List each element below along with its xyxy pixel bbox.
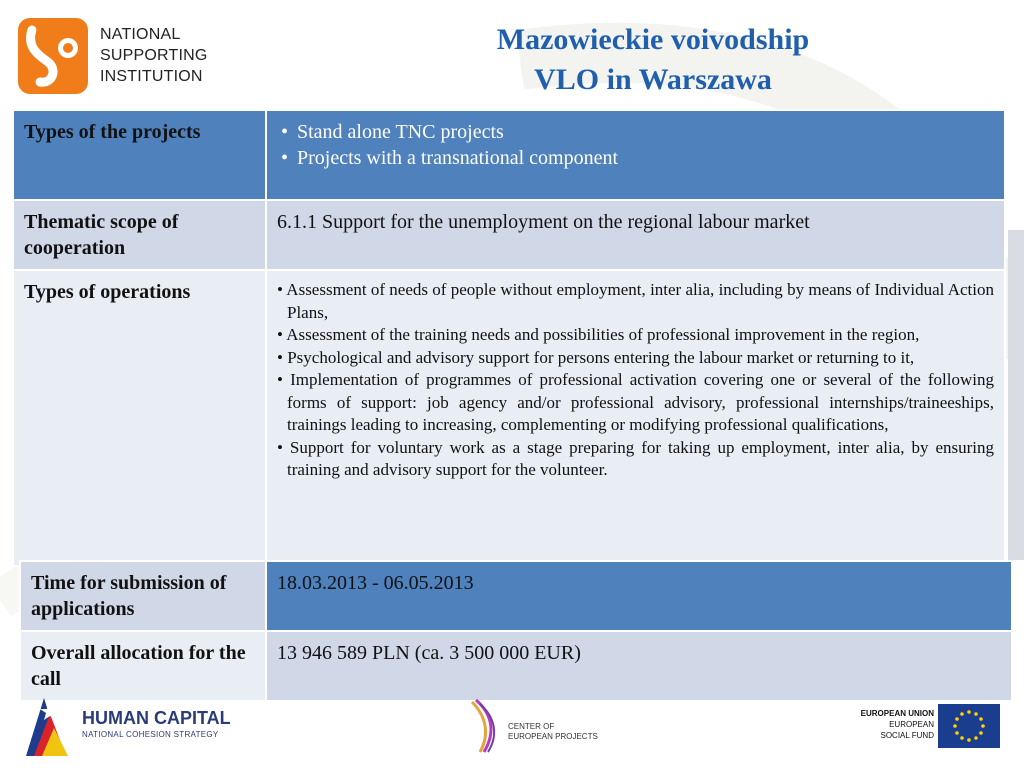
table-row bbox=[13, 200, 1005, 270]
project-types-list bbox=[277, 119, 994, 171]
cep-logo bbox=[466, 698, 596, 758]
row-label: Time for submission of applications bbox=[20, 561, 266, 631]
footer bbox=[0, 690, 1024, 768]
nsi-logo bbox=[18, 18, 218, 98]
human-capital-icon bbox=[24, 694, 78, 758]
list-item: • Stand alone TNC projects bbox=[277, 119, 994, 145]
human-capital-logo bbox=[24, 690, 231, 760]
table-row bbox=[20, 561, 1012, 631]
operations-list bbox=[277, 279, 994, 482]
list-item: • Implementation of programmes of professional activation covering one or several of the following forms of support: job agency and/or professional advisory, professional internships/traineeships, trainings leading to increasing, complementing or modifying professional qualifications, bbox=[277, 370, 994, 434]
eu-line-3: SOCIAL FUND bbox=[880, 731, 934, 740]
table-row bbox=[13, 110, 1005, 200]
cep-line-2: EUROPEAN PROJECTS bbox=[508, 732, 598, 741]
cep-swirl-icon bbox=[466, 698, 506, 754]
row-value bbox=[266, 270, 1005, 566]
row-label: Types of operations bbox=[13, 270, 266, 566]
cep-text bbox=[508, 722, 598, 742]
list-item: • Assessment of needs of people without employment, inter alia, including by means of Individual Action Plans, bbox=[277, 280, 994, 322]
list-item: • Support for voluntary work as a stage preparing for taking up employment, inter alia, by ensuring training and advisory support for the volunteer. bbox=[277, 437, 994, 479]
row-value: 13 946 589 PLN (ca. 3 500 000 EUR) bbox=[266, 631, 1012, 701]
page-title bbox=[380, 20, 926, 100]
eu-line-1: EUROPEAN UNION bbox=[860, 709, 934, 718]
list-item-text: Assessment of the training needs and possibilities of professional improvement in the region, bbox=[286, 325, 920, 344]
human-capital-subtitle: NATIONAL COHESION STRATEGY bbox=[82, 730, 219, 739]
row-value: 18.03.2013 - 06.05.2013 bbox=[266, 561, 1012, 631]
list-item: • Assessment of the training needs and possibilities of professional improvement in the region, bbox=[277, 325, 920, 344]
nsi-logo-line: SUPPORTING bbox=[100, 47, 208, 64]
row-label: Overall allocation for the call bbox=[20, 631, 266, 701]
eu-flag-icon bbox=[938, 704, 1000, 748]
title-line-1: Mazowieckie voivodship bbox=[496, 23, 810, 56]
row-label: Thematic scope of cooperation bbox=[13, 200, 266, 270]
row-value bbox=[266, 110, 1005, 200]
list-item-text: Support for voluntary work as a stage preparing for taking up employment, inter alia, by ensuring training and advisory support for the volunteer. bbox=[287, 437, 994, 479]
eu-text bbox=[848, 708, 934, 741]
call-details-table bbox=[19, 560, 1013, 702]
human-capital-title: HUMAN CAPITAL bbox=[82, 708, 231, 728]
cep-line-1: CENTER OF bbox=[508, 722, 555, 731]
list-item-text: Implementation of programmes of professional activation covering one or several of the following forms of support: job agency and/or professional advisory, professional internships/traineeships, trainings leading to increasing, complementing or modifying professional qualifications, bbox=[287, 370, 994, 434]
eu-line-2: EUROPEAN bbox=[889, 720, 934, 729]
projects-table bbox=[12, 109, 1006, 567]
list-item-text: Assessment of needs of people without employment, inter alia, including by means of Individual Action Plans, bbox=[286, 280, 994, 322]
row-value: 6.1.1 Support for the unemployment on the regional labour market bbox=[266, 200, 1005, 270]
eu-logo bbox=[848, 704, 1004, 754]
nsi-logo-line: NATIONAL bbox=[100, 26, 181, 43]
list-item: • Psychological and advisory support for persons entering the labour market or returning to it, bbox=[277, 347, 915, 367]
list-item: • Projects with a transnational component bbox=[277, 145, 994, 171]
nsi-logo-text bbox=[100, 24, 208, 87]
nsi-logo-line: INSTITUTION bbox=[100, 68, 203, 85]
list-item-text: Psychological and advisory support for persons entering the labour market or returning to it, bbox=[287, 347, 915, 367]
nsi-logo-icon bbox=[18, 18, 88, 94]
row-label: Types of the projects bbox=[13, 110, 266, 200]
title-line-2: VLO in Warszawa bbox=[534, 63, 772, 96]
table-row bbox=[13, 270, 1005, 566]
